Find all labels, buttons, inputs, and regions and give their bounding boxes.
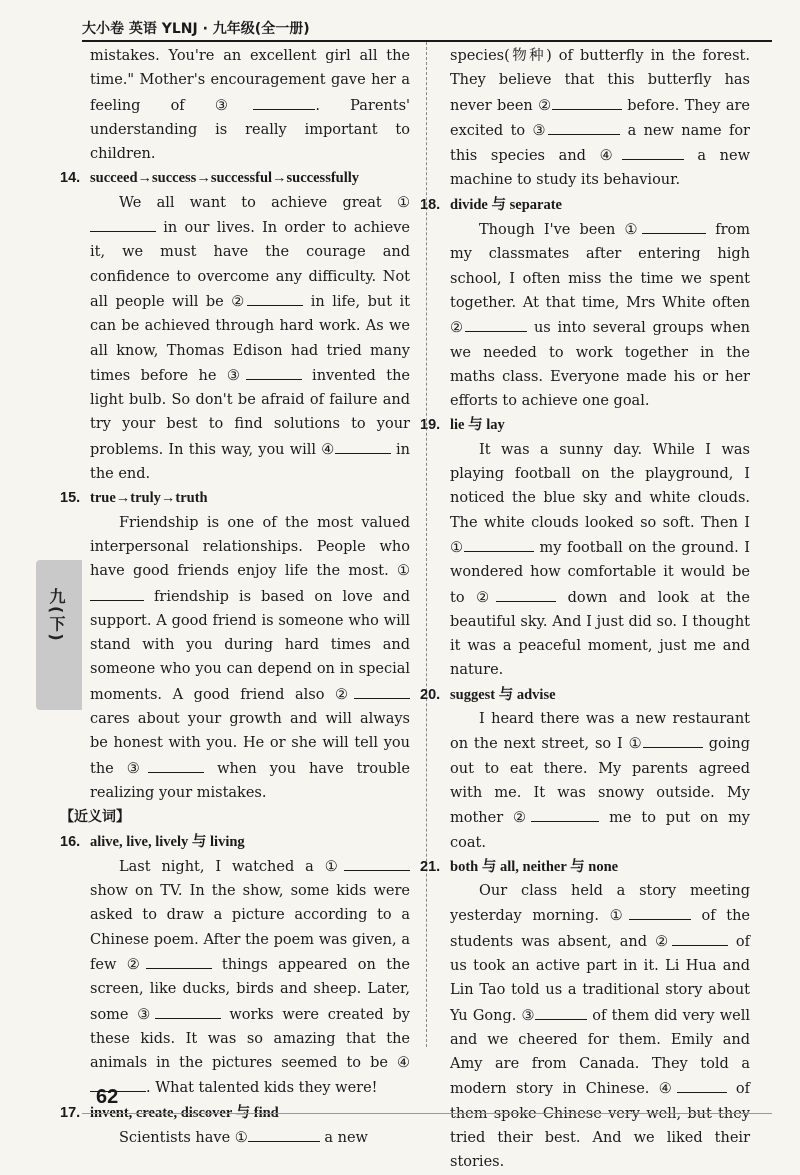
page-header: 大小卷 英语 YLNJ · 九年级(全一册) <box>82 18 772 42</box>
answer-blank[interactable] <box>672 929 728 946</box>
answer-blank[interactable] <box>677 1076 727 1093</box>
answer-blank[interactable] <box>155 1002 221 1019</box>
section-heading-synonyms: 【近义词】 <box>60 809 130 826</box>
question-17-heading: 17. invent, create, discover 与 find <box>60 1104 279 1121</box>
question-17-passage-start: Scientists have ① a new <box>90 1125 410 1150</box>
question-19-heading: 19. lie 与 lay <box>420 417 505 434</box>
question-15-passage: Friendship is one of the most valued interpersonal relationships. People who have good friends enjoy life the most. ① friendship is based on love and support. A good friend is someone who will stand with you during hard times and someone who you can depend on in special moments. A good friend also ② cares about your growth and will always be honest with you. He or she will tell you the ③ when you have trouble realizing your mistakes. <box>90 514 411 801</box>
right-column <box>420 44 751 1175</box>
answer-blank[interactable] <box>90 584 144 601</box>
question-18-passage: Though I've been ① from my classmates after entering high school, I often miss the time we spent together. At that time, Mrs White often ② us into several groups when we needed to work together in the maths class. Everyone made his or her efforts to achieve one goal. <box>450 217 750 413</box>
answer-blank[interactable] <box>464 535 534 552</box>
answer-blank[interactable] <box>246 363 302 380</box>
answer-blank[interactable] <box>248 1125 320 1142</box>
answer-blank[interactable] <box>552 93 622 110</box>
question-21-passage: Our class held a story meeting yesterday morning. ① of the students was absent, and ② of us took an active part in it. Li Hua and Lin Tao told us a traditional story about Yu Gong. ③ of them did very well and we cheered for them. Emily and Amy are from Canada. They told a modern story in Chinese. ④ of them spoke Chinese very well, but they tried their best. And we liked their stories. <box>450 883 750 1171</box>
question-15-heading: 15. true→truly→truth <box>60 490 208 507</box>
left-column <box>60 44 411 1150</box>
question-18-heading: 18. divide 与 separate <box>420 196 562 213</box>
answer-blank[interactable] <box>622 143 684 160</box>
side-tab-label: 九(下) <box>47 588 66 643</box>
question-20-heading: 20. suggest 与 advise <box>420 686 556 703</box>
answer-blank[interactable] <box>335 437 391 454</box>
question-21-heading: 21. both 与 all, neither 与 none <box>420 858 619 875</box>
answer-blank[interactable] <box>344 854 410 871</box>
answer-blank[interactable] <box>465 315 527 332</box>
question-16-passage: Last night, I watched a ① show on TV. In the show, some kids were asked to draw a picture according to a Chinese poem. After the poem was given, a few ② things appeared on the screen, like ducks, birds and sheep. Later, some ③ works were created by these kids. It was so amazing that the animals in the pictures seemed to be ④. What talented kids they were! <box>90 854 410 1101</box>
answer-blank[interactable] <box>535 1003 587 1020</box>
answer-blank[interactable] <box>642 217 706 234</box>
question-19-passage: It was a sunny day. While I was playing football on the playground, I noticed the blue sky and white clouds. The white clouds looked so soft. Then I ① my football on the ground. I wondered how comfortable it would be to ② down and look at the beautiful sky. And I just did so. I thought it was a peaceful moment, just me and nature. <box>450 441 751 679</box>
question-16-heading: 16. alive, live, lively 与 living <box>60 833 245 850</box>
question-20-passage: I heard there was a new restaurant on the next street, so I ① going out to eat there. My parents agreed with me. It was snowy outside. My mother ② me to put on my coat. <box>450 711 751 851</box>
question-17-passage-continued: species(物种) of butterfly in the forest. They believe that this butterfly has never been ② before. They are excited to ③ a new name for this species and ④ a new machine to study its behaviour. <box>450 48 750 189</box>
answer-blank[interactable] <box>148 756 204 773</box>
answer-blank[interactable] <box>253 93 315 110</box>
question-14-heading: 14. succeed→success→successful→successfully <box>60 170 360 187</box>
answer-blank[interactable] <box>247 289 303 306</box>
answer-blank[interactable] <box>643 731 703 748</box>
footer-rule <box>82 1113 772 1114</box>
question-14-passage: We all want to achieve great ① in our lives. In order to achieve it, we must have the courage and confidence to overcome any difficulty. Not all people will be ② in life, but it can be achieved through hard work. As we all know, Thomas Edison had tried many times before he ③ invented the light bulb. So don't be afraid of failure and try your best to find solutions to your problems. In this way, you will ④ in the end. <box>90 194 411 483</box>
answer-blank[interactable] <box>629 903 691 920</box>
answer-blank[interactable] <box>548 118 620 135</box>
page-number: 62 <box>96 1086 119 1108</box>
answer-blank[interactable] <box>90 215 156 232</box>
answer-blank[interactable] <box>531 805 599 822</box>
answer-blank[interactable] <box>354 682 410 699</box>
q13-continuation: mistakes. You're an excellent girl all the time." Mother's encouragement gave her a feeling of ③ . Parents' understanding is really important to children. <box>90 48 410 163</box>
answer-blank[interactable] <box>146 952 212 969</box>
answer-blank[interactable] <box>496 585 556 602</box>
